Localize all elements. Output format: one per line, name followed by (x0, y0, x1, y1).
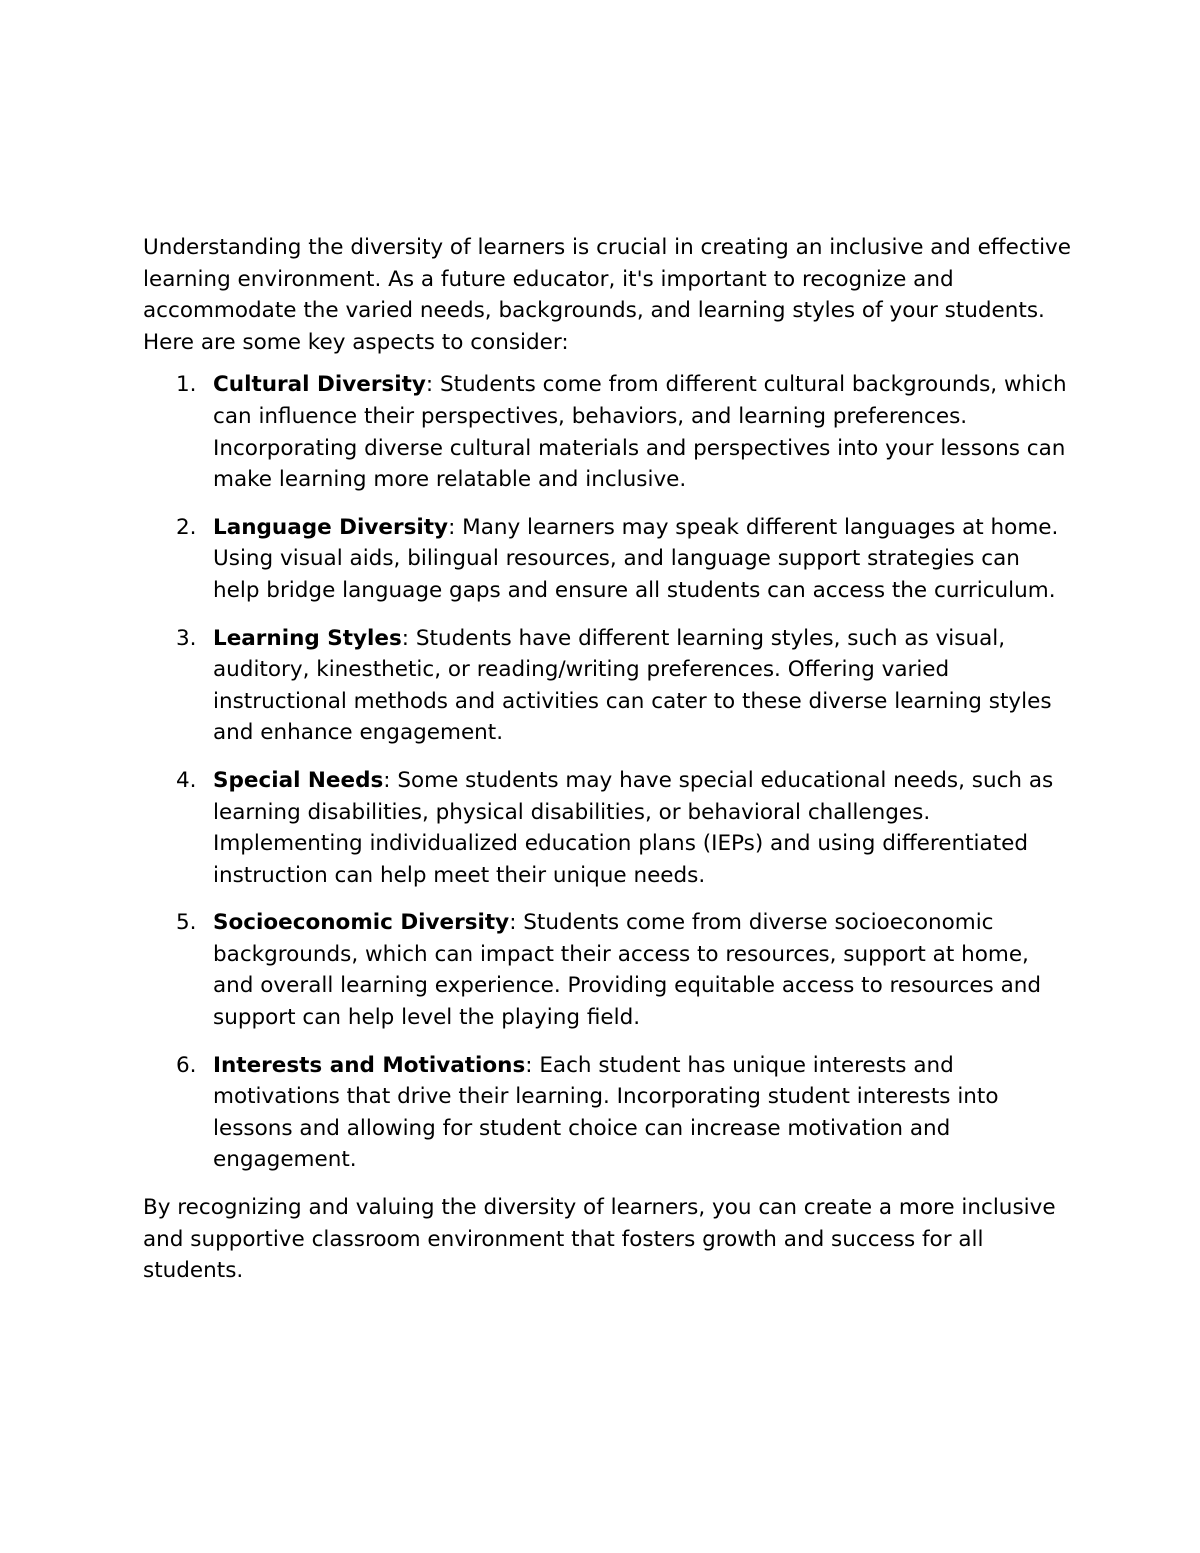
conclusion-paragraph: By recognizing and valuing the diversity of learners, you can create a more inclusive and supportive classroom environment that fosters growth and success for all students. (143, 1195, 1056, 1284)
list-item-term: Learning Styles (213, 625, 402, 651)
list-item-number: 4. (176, 767, 197, 793)
document-page (143, 232, 1073, 1287)
list-item-number: 6. (176, 1052, 197, 1078)
list-item-term: Special Needs (213, 767, 384, 793)
list-item-text: : Each student has unique interests and motivations that drive their learning. Incorporating student interests into lessons and allowing for student choice can increase motivation and engagement. (213, 1052, 999, 1173)
list-item (143, 623, 1073, 749)
list-item-term: Language Diversity (213, 514, 449, 540)
list-item-number: 5. (176, 910, 197, 936)
list-item-number: 3. (176, 625, 197, 651)
list-item (143, 765, 1073, 891)
list-item-number: 1. (176, 372, 197, 398)
list-item-text: : Students come from different cultural backgrounds, which can influence their perspectives, behaviors, and learning preferences. Incorporating diverse cultural materials and perspectives into your lessons can make learning more relatable and inclusive. (213, 372, 1067, 493)
list-item-text: : Many learners may speak different languages at home. Using visual aids, bilingual resources, and language support strategies can help bridge language gaps and ensure all students can access the curriculum. (213, 514, 1059, 603)
list-item-term: Socioeconomic Diversity (213, 910, 510, 936)
list-item-text: : Some students may have special educational needs, such as learning disabilities, physical disabilities, or behavioral challenges. Implementing individualized education plans (IEPs) and using differentiated instruction can help meet their unique needs. (213, 767, 1054, 888)
list-item (143, 369, 1073, 495)
intro-paragraph: Understanding the diversity of learners is crucial in creating an inclusive and effective learning environment. As a future educator, it's important to recognize and accommodate the varied needs, backgrounds, and learning styles of your students. Here are some key aspects to consider: (143, 235, 1072, 355)
list-item-text: : Students have different learning styles, such as visual, auditory, kinesthetic, or reading/writing preferences. Offering varied instructional methods and activities can cater to these diverse learning styles and enhance engagement. (213, 625, 1052, 746)
list-item-term: Interests and Motivations (213, 1052, 526, 1078)
list-item (143, 1050, 1073, 1176)
diversity-aspects-list (143, 369, 1073, 1176)
list-item-number: 2. (176, 514, 197, 540)
list-item-text: : Students come from diverse socioeconomic backgrounds, which can impact their access to resources, support at home, and overall learning experience. Providing equitable access to resources and support can help level the playing field. (213, 910, 1042, 1031)
list-item-term: Cultural Diversity (213, 372, 426, 398)
list-item (143, 512, 1073, 607)
list-item (143, 907, 1073, 1033)
